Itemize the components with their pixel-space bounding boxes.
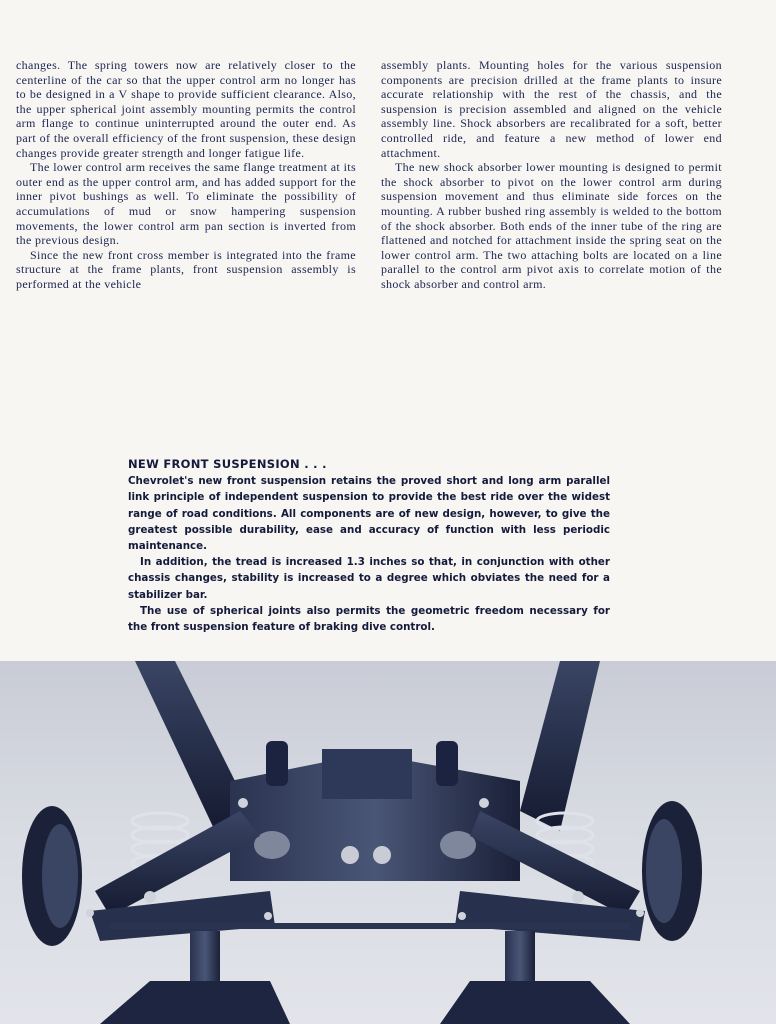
cross-member-bracket bbox=[322, 749, 412, 799]
right-paragraph-1: assembly plants. Mounting holes for the various suspension components are precision drilled at the frame plants to insure accurate relationship with the rest of the chassis, and the suspension is precision assembled and aligned on the vehicle assembly line. Shock absorbers are recalibrated for a soft, better controlled ride, and feature a new method of lower end attachment. bbox=[381, 58, 722, 160]
caption-paragraph-3: The use of spherical joints also permits the geometric freedom necessary for the front suspension feature of braking dive control. bbox=[128, 604, 610, 634]
right-base bbox=[440, 981, 630, 1024]
photo-caption bbox=[128, 456, 610, 635]
front-suspension-illustration bbox=[0, 661, 776, 1024]
caption-paragraph-2: In addition, the tread is increased 1.3 inches so that, in conjunction with other chassis changes, stability is increased to a degree which obviates the need for a stabilizer bar. bbox=[128, 556, 610, 601]
right-paragraph-2: The new shock absorber lower mounting is designed to permit the shock absorber to pivot on the lower control arm during suspension movement and thus eliminate side forces on the mounting. A rubber bushed ring assembly is welded to the bottom of the shock absorber. Both ends of the inner tube of the ring are flattened and notched for attachment inside the spring seat on the lower control arm. The two attaching bolts are located on a line parallel to the control arm pivot axis to correlate motion of the shock absorber and control arm. bbox=[381, 160, 722, 291]
cross-member-hole bbox=[254, 831, 290, 859]
caption-title: NEW FRONT SUSPENSION . . . bbox=[128, 457, 327, 471]
body-text-right-column bbox=[381, 58, 722, 292]
left-paragraph-3: Since the new front cross member is integrated into the frame structure at the frame plants, front suspension assembly is performed at the vehicle bbox=[16, 247, 356, 291]
left-paragraph-1: changes. The spring towers now are relatively closer to the centerline of the car so that the upper control arm no longer has to be designed in a V shape to provide sufficient clearance. Also, the upper spherical joint assembly mounting permits the control arm flange to continue uninterrupted around the outer end. As part of the overall efficiency of the front suspension, these design changes provide greater strength and longer fatigue life. bbox=[16, 58, 356, 160]
left-paragraph-2: The lower control arm receives the same flange treatment at its outer end as the upper control arm, and has added support for the inner pivot bushings as well. To eliminate the possibility of accumulations of mud or snow hampering suspension movements, the lower control arm pan section is inverted from the previous design. bbox=[16, 160, 356, 248]
right-frame-rail bbox=[520, 661, 600, 831]
right-shock-top bbox=[436, 741, 458, 786]
tie-rod bbox=[110, 923, 630, 929]
cross-member-hole bbox=[341, 846, 359, 864]
left-brake-drum-face bbox=[42, 824, 78, 928]
cross-member-hole bbox=[373, 846, 391, 864]
right-brake-drum-face bbox=[646, 819, 682, 923]
front-suspension-photo bbox=[0, 661, 776, 1024]
body-text-left-column bbox=[16, 58, 356, 292]
left-base bbox=[100, 981, 290, 1024]
left-shock-top bbox=[266, 741, 288, 786]
caption-paragraph-1: Chevrolet's new front suspension retains the proved short and long arm parallel link principle of independent suspension to provide the best ride over the widest range of road conditions. All components are of new design, however, to give the greatest possible durability, ease and accuracy of function with less periodic maintenance. bbox=[128, 475, 610, 553]
